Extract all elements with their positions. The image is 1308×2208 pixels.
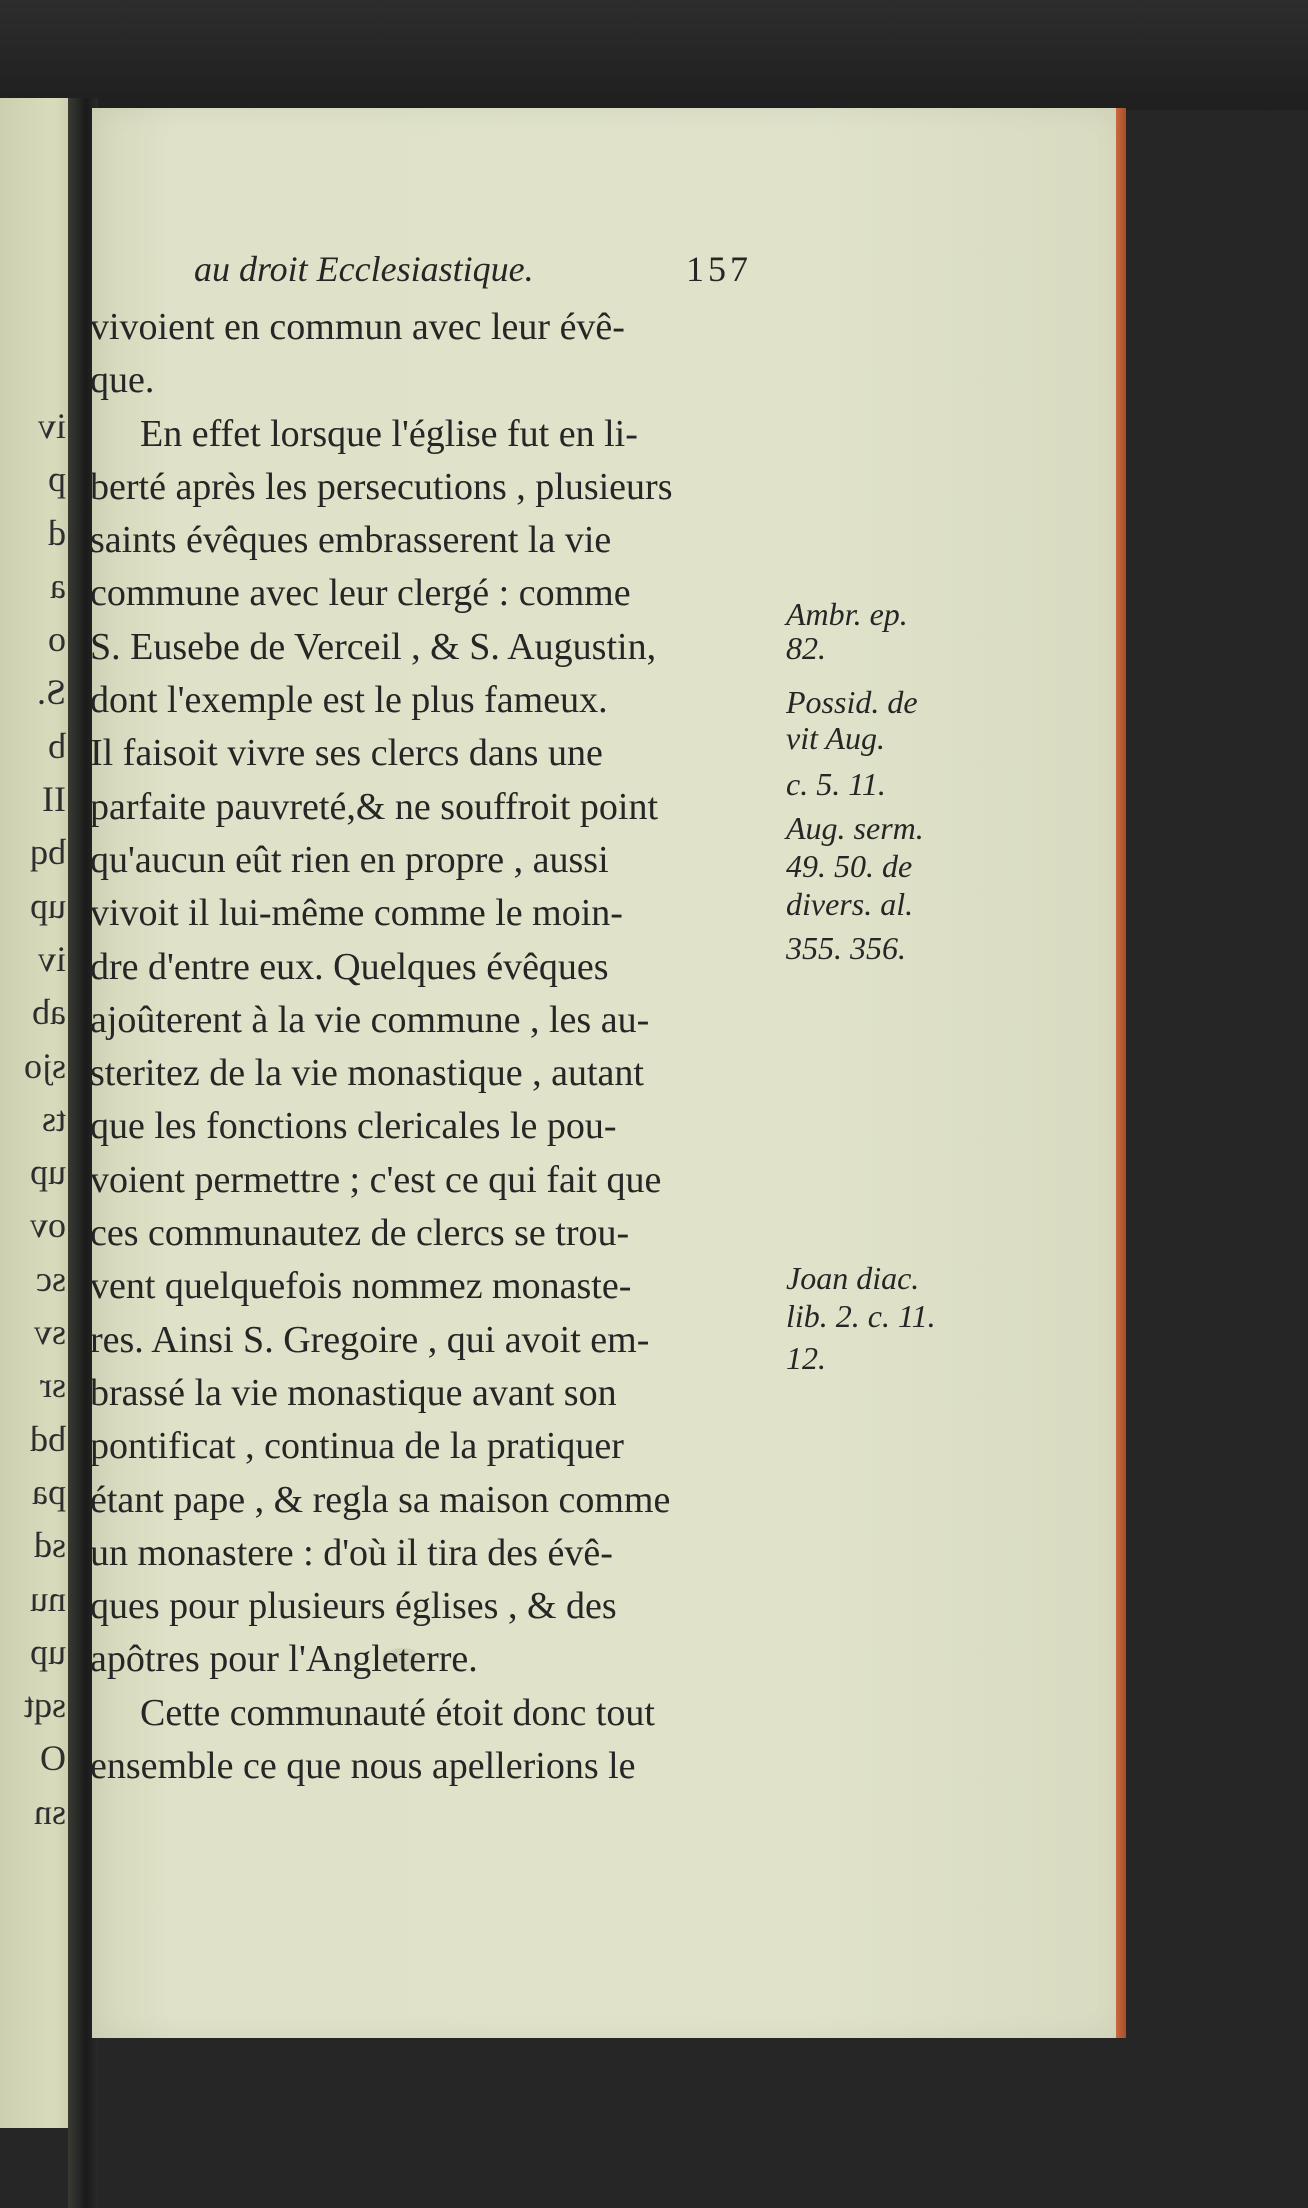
text-line: vivoient en commun avec leur évê- xyxy=(90,306,625,348)
text-line: berté après les persecutions , plusieurs xyxy=(90,465,673,508)
text-line: brassé la vie monastique avant son xyxy=(90,1371,617,1414)
text-line: saints évêques embrasserent la vie xyxy=(90,519,612,562)
facing-page-fragment: sc xyxy=(36,1258,66,1299)
facing-page-fragment: b xyxy=(48,725,66,766)
facing-page-fragment: bq xyxy=(30,832,66,873)
margin-note: Aug. serm. xyxy=(786,810,924,846)
facing-page-fragment: pa xyxy=(32,1471,66,1512)
facing-page-text xyxy=(0,400,70,1839)
margin-note: c. 5. 11. xyxy=(786,766,886,802)
text-line: parfaite pauvreté,& ne souffroit point xyxy=(90,785,659,828)
text-line: Cette communauté étoit donc tout xyxy=(140,1691,655,1734)
margin-note: Joan diac. xyxy=(786,1260,920,1296)
facing-page-fragment: up xyxy=(30,885,66,926)
margin-note: Possid. de xyxy=(786,684,918,720)
margin-note: 12. xyxy=(786,1340,826,1376)
page-number: 157 xyxy=(686,249,752,289)
facing-page-fragment: up xyxy=(30,1152,66,1193)
margin-note: 82. xyxy=(786,630,826,666)
text-line: apôtres pour l'Angleterre. xyxy=(90,1638,478,1681)
text-line: un monastere : d'où il tira des évê- xyxy=(90,1531,613,1574)
text-line: dont l'exemple est le plus fameux. xyxy=(90,679,608,722)
facing-page-fragment: a xyxy=(50,565,66,606)
margin-note: 355. 356. xyxy=(786,930,906,966)
margin-note: lib. 2. c. 11. xyxy=(786,1298,936,1334)
facing-page-fragment: sv xyxy=(33,1312,66,1353)
facing-page-fragment: d xyxy=(48,512,66,553)
facing-page-fragment: sn xyxy=(33,1791,66,1832)
text-line: vivoit il lui-même comme le moin- xyxy=(90,892,623,935)
facing-page-fragment: II xyxy=(42,779,66,820)
text-line: steritez de la vie monastique , autant xyxy=(90,1052,644,1095)
text-line: étant pape , & regla sa maison comme xyxy=(90,1478,671,1521)
text-line: Il faisoit vivre ses clercs dans une xyxy=(90,732,603,775)
margin-note: 49. 50. de xyxy=(786,848,913,884)
facing-page-fragment: sd xyxy=(33,1525,66,1566)
facing-page-fragment: ov xyxy=(30,1205,66,1246)
text-line: ensemble ce que nous apellerions le xyxy=(90,1745,636,1788)
text-line: ajoûterent à la vie commune , les au- xyxy=(90,998,650,1041)
facing-page-fragment: ab xyxy=(32,992,66,1033)
facing-page-fragment: o xyxy=(48,619,66,660)
margin-note: divers. al. xyxy=(786,886,914,922)
facing-page-fragment: nu xyxy=(30,1578,66,1619)
backdrop xyxy=(0,0,1308,110)
text-line: voient permettre ; c'est ce qui fait que xyxy=(90,1158,662,1201)
facing-page-fragment: up xyxy=(30,1631,66,1672)
facing-page xyxy=(0,98,78,2128)
text-line: qu'aucun eût rien en propre , aussi xyxy=(90,838,609,881)
margin-note: Ambr. ep. xyxy=(786,596,908,632)
running-head-title: au droit Ecclesiastique. xyxy=(194,249,534,289)
facing-page-fragment: iv xyxy=(37,406,66,446)
body-text xyxy=(90,301,790,1793)
facing-page-fragment: p xyxy=(48,459,66,500)
facing-page-fragment: bd xyxy=(30,1418,66,1459)
running-head xyxy=(172,248,772,292)
facing-page-fragment: O xyxy=(40,1738,66,1779)
text-line: pontificat , continua de la pratiquer xyxy=(90,1425,624,1468)
text-line: commune avec leur clergé : comme xyxy=(90,572,631,615)
facing-page-fragment: iv xyxy=(37,938,66,979)
text-line: En effet lorsque l'église fut en li- xyxy=(140,412,638,455)
text-line: S. Eusebe de Verceil , & S. Augustin, xyxy=(90,625,657,668)
page-edge xyxy=(1116,108,1126,2038)
facing-page-fragment: sqt xyxy=(23,1685,66,1726)
text-line: que les fonctions clericales le pou- xyxy=(90,1105,617,1148)
text-line: vent quelquefois nommez monaste- xyxy=(90,1265,632,1308)
text-line: ces communautez de clercs se trou- xyxy=(90,1212,630,1255)
text-line: dre d'entre eux. Quelques évêques xyxy=(90,945,609,988)
margin-note: vit Aug. xyxy=(786,720,885,756)
text-line: res. Ainsi S. Gregoire , qui avoit em- xyxy=(90,1318,650,1361)
facing-page-fragment: sr xyxy=(40,1365,66,1406)
text-line: ques pour plusieurs églises , & des xyxy=(90,1585,617,1628)
facing-page-fragment: S. xyxy=(36,672,66,713)
facing-page-fragment: sjo xyxy=(23,1045,66,1086)
facing-page-fragment: ts xyxy=(41,1098,66,1139)
text-line: que. xyxy=(90,359,155,402)
